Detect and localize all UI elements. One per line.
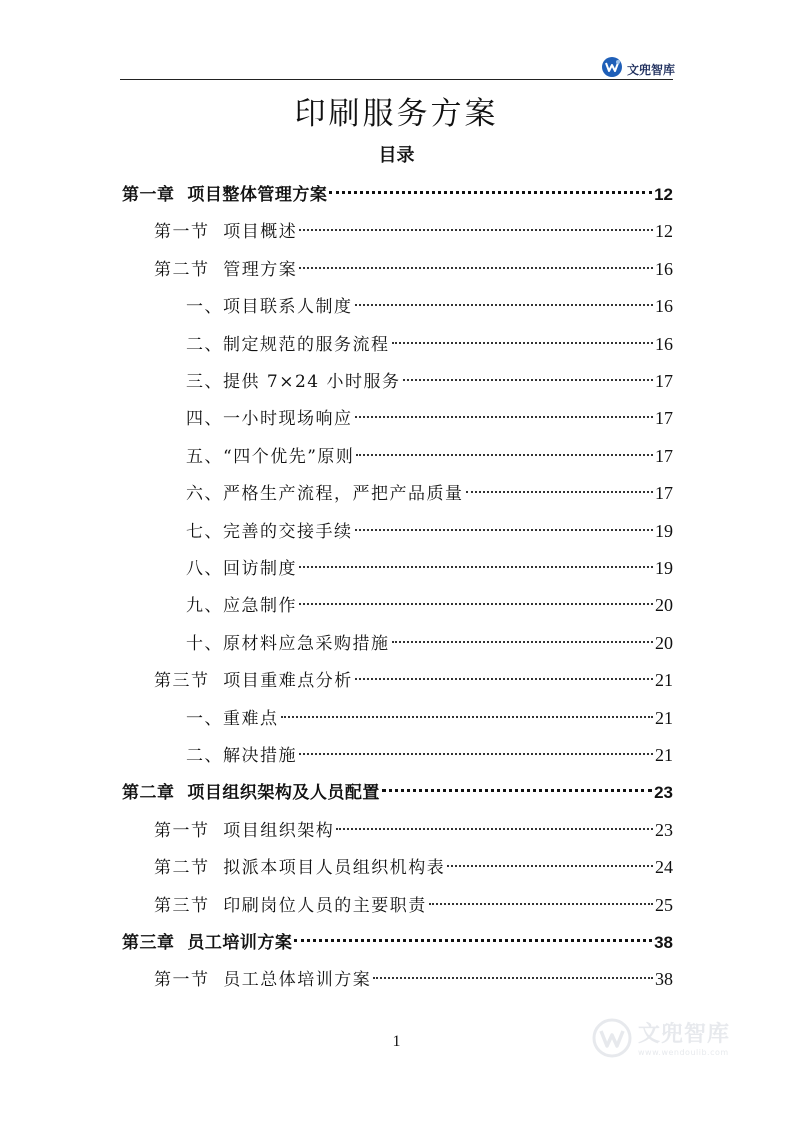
toc-entry-page: 23 [655, 819, 673, 840]
toc-entry-label: 二、制定规范的服务流程 [186, 334, 390, 355]
toc-entry-page: 19 [655, 520, 673, 541]
toc-entry[interactable] [186, 400, 673, 437]
watermark-url: www.wendoulib.com [638, 1047, 729, 1057]
header-divider [120, 79, 673, 80]
toc-entry-label: 四、一小时现场响应 [186, 409, 353, 430]
toc-entry-label: 十、原材料应急采购措施 [186, 633, 390, 654]
watermark [592, 1018, 730, 1062]
toc-entry-page: 23 [654, 783, 673, 803]
toc-entry-label: 第一节 员工总体培训方案 [154, 970, 372, 991]
toc-entry-label: 六、严格生产流程，严把产品质量 [186, 484, 464, 505]
page-number: 1 [392, 1033, 401, 1050]
toc-entry-label: 一、项目联系人制度 [186, 297, 353, 318]
toc-entry-label: 第三节 项目重难点分析 [154, 671, 353, 692]
toc-entry-page: 21 [655, 707, 673, 728]
toc-leader-dots [392, 342, 654, 344]
toc-entry[interactable] [186, 475, 673, 512]
toc-entry[interactable] [186, 625, 673, 662]
toc-entry[interactable] [154, 849, 673, 886]
toc-entry-page: 12 [655, 221, 673, 242]
toc-leader-dots [299, 229, 653, 231]
toc-entry-page: 21 [655, 745, 673, 765]
toc-leader-dots [429, 903, 653, 905]
toc-entry-page: 24 [655, 857, 673, 878]
toc-entry-page: 16 [655, 296, 673, 317]
toc-heading: 目录 [378, 145, 415, 166]
toc-entry-label: 第一节 项目概述 [154, 222, 298, 243]
toc-entry[interactable] [186, 438, 673, 475]
toc-entry[interactable] [186, 587, 673, 624]
toc-entry-label: 第二章 项目组织架构及人员配置 [122, 783, 380, 804]
toc-entry-page: 38 [655, 969, 673, 990]
toc-entry-label: 一、重难点 [186, 708, 279, 729]
toc-leader-dots [355, 678, 653, 680]
toc-entry-label: 第二节 管理方案 [154, 259, 298, 280]
toc-leader-dots [466, 491, 654, 493]
toc-leader-dots [447, 865, 653, 867]
header-logo-text: 文兜智库 [627, 62, 676, 77]
watermark-name: 文兜智库 [638, 1021, 731, 1047]
toc-entry-label: 第三章 员工培训方案 [122, 933, 293, 953]
toc-entry[interactable] [186, 363, 673, 400]
toc-entry[interactable] [186, 700, 673, 737]
toc-entry[interactable] [186, 326, 673, 363]
toc-leader-dots [382, 789, 652, 792]
toc-entry-page: 25 [655, 894, 673, 915]
toc-entry-page: 20 [655, 595, 673, 616]
toc-entry-label: 七、完善的交接手续 [186, 521, 353, 542]
toc-entry[interactable] [154, 812, 673, 849]
toc-entry-page: 17 [655, 483, 673, 504]
toc-entry-page: 20 [655, 632, 673, 653]
toc-entry[interactable] [154, 251, 673, 288]
toc-leader-dots [299, 753, 653, 755]
toc-entry-page: 16 [655, 333, 673, 354]
toc-entry-label: 九、应急制作 [186, 596, 297, 617]
toc-entry-label: 第三节 印刷岗位人员的主要职责 [154, 895, 427, 916]
toc-entry-page: 12 [654, 185, 673, 204]
toc-entry[interactable] [154, 887, 673, 924]
toc-entry[interactable] [122, 176, 673, 213]
toc-entry-page: 17 [655, 371, 673, 391]
toc-leader-dots [329, 191, 652, 194]
toc-entry[interactable] [154, 961, 673, 998]
toc-entry-label: 八、回访制度 [186, 559, 297, 579]
toc-leader-dots [336, 828, 653, 830]
toc-leader-dots [356, 454, 653, 456]
toc-leader-dots [355, 529, 654, 531]
toc-entry[interactable] [186, 737, 673, 774]
toc-entry-label: 二、解决措施 [186, 746, 297, 766]
toc-leader-dots [281, 716, 654, 718]
toc-entry[interactable] [122, 774, 673, 811]
toc-entry[interactable] [186, 550, 673, 587]
toc-leader-dots [355, 304, 654, 306]
toc-leader-dots [403, 379, 654, 381]
toc-entry[interactable] [186, 288, 673, 325]
toc-entry[interactable] [186, 513, 673, 550]
toc-leader-dots [299, 603, 653, 605]
toc-entry-page: 17 [655, 408, 673, 429]
toc-leader-dots [392, 641, 654, 643]
toc-leader-dots [299, 566, 653, 568]
toc-entry-label: 第一章 项目整体管理方案 [122, 185, 328, 205]
toc-entry-page: 17 [655, 445, 673, 466]
toc-leader-dots [299, 267, 653, 269]
toc-leader-dots [355, 416, 654, 418]
toc-entry-page: 19 [655, 558, 673, 578]
toc-entry-label: 五、“四个优先”原则 [186, 446, 355, 467]
toc-entry-page: 16 [655, 258, 673, 279]
toc-leader-dots [294, 939, 652, 942]
toc-entry[interactable] [154, 213, 673, 250]
toc-leader-dots [373, 977, 653, 979]
document-title: 印刷服务方案 [294, 96, 499, 132]
toc-entry-label: 三、提供 7×24 小时服务 [186, 372, 401, 392]
toc-entry-label: 第一节 项目组织架构 [154, 820, 335, 841]
toc-entry[interactable] [154, 662, 673, 699]
toc-entry-page: 38 [654, 933, 673, 952]
watermark-logo-icon [592, 1018, 632, 1062]
toc-entry[interactable] [122, 924, 673, 961]
toc-entry-label: 第二节 拟派本项目人员组织机构表 [154, 858, 446, 879]
toc-entry-page: 21 [655, 670, 673, 691]
